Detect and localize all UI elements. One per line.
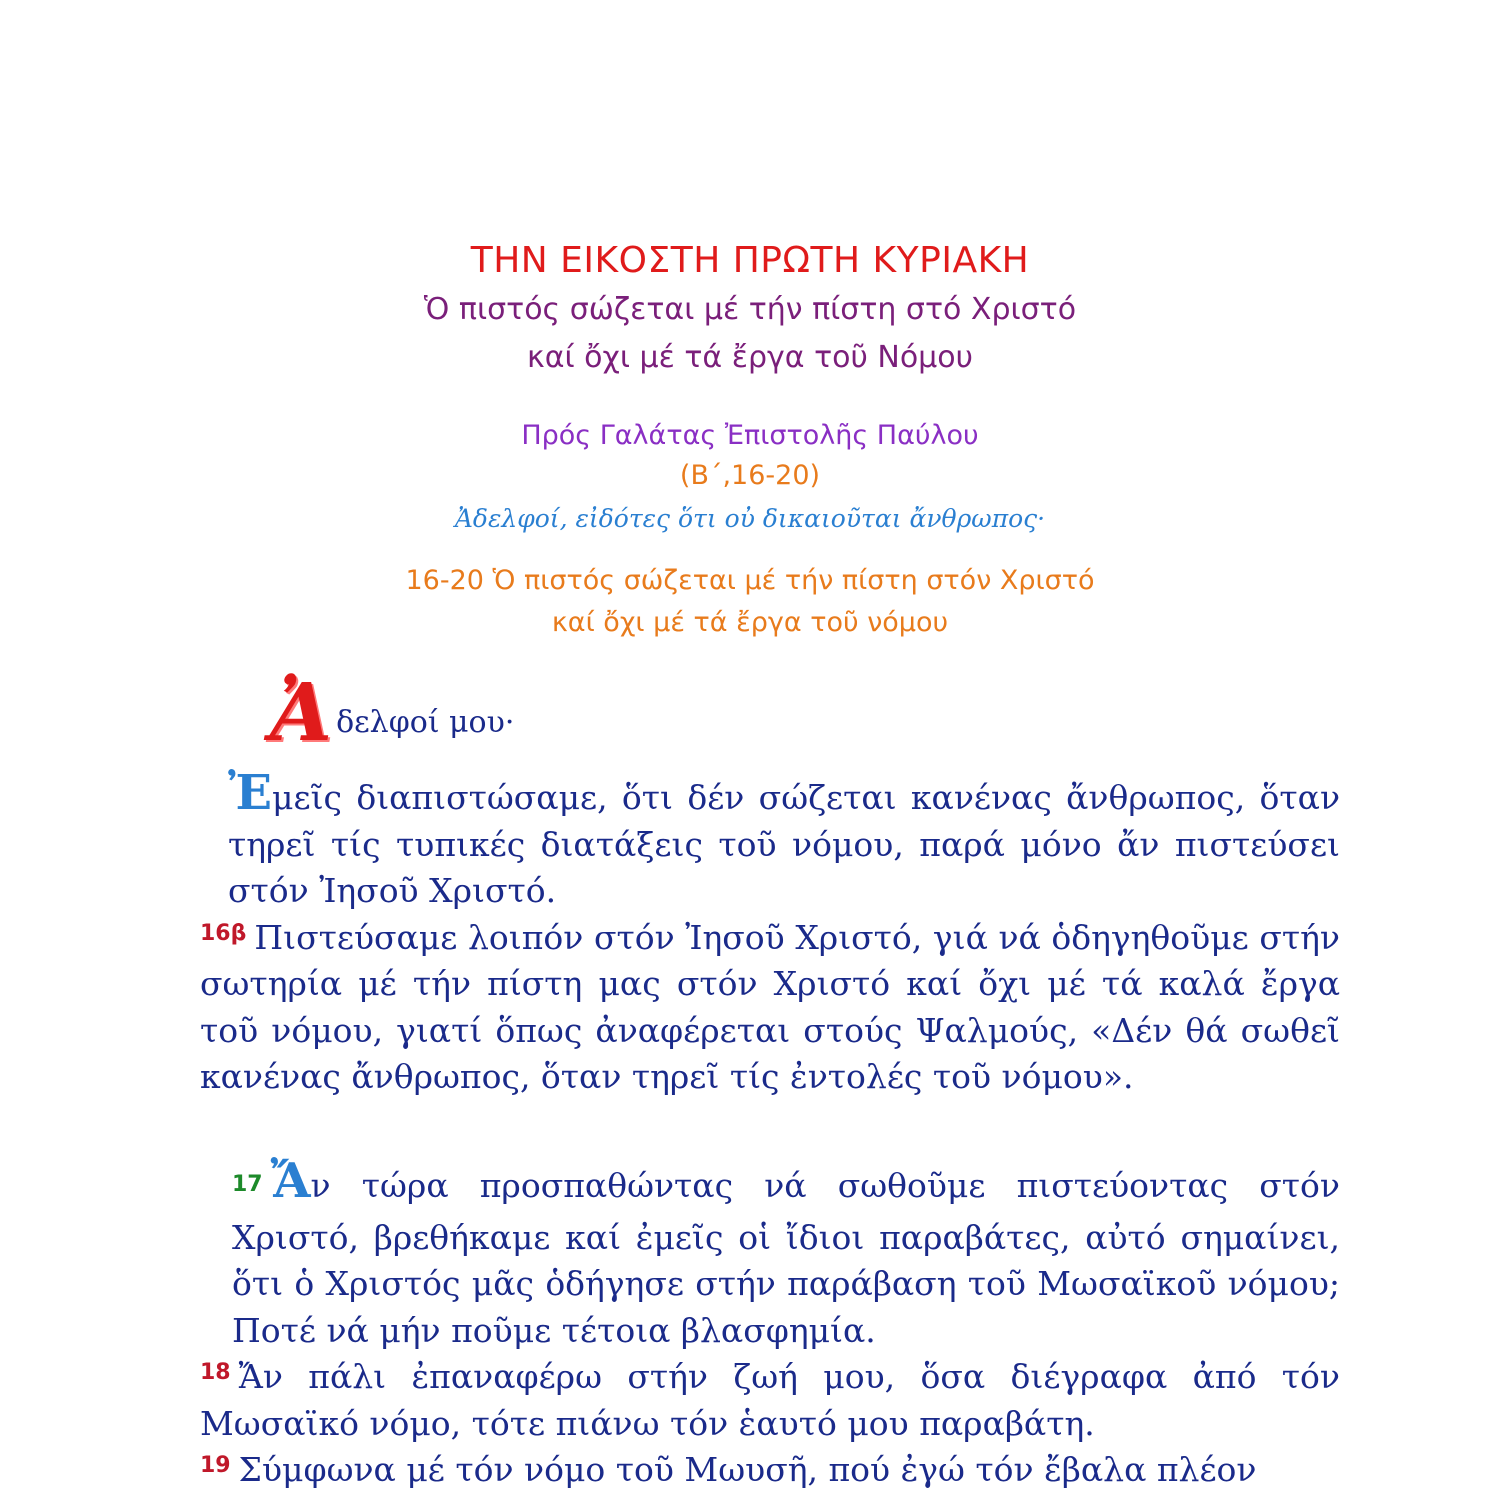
verse-18	[160, 1354, 1340, 1447]
ornamental-initial: Ἀ	[270, 665, 333, 759]
original-incipit: Ἀδελφοί, εἰδότες ὅτι οὐ δικαιοῦται ἄνθρωπος·	[454, 504, 1046, 533]
greeting	[270, 662, 515, 759]
verse-16b	[160, 915, 1340, 1101]
section-title-line-2: καί ὄχι μέ τά ἔργα τοῦ νόμου	[551, 607, 949, 638]
subtitle-line-2: καί ὄχι μέ τά ἔργα τοῦ Νόμου	[527, 340, 973, 375]
drop-cap: Ἐ	[228, 765, 273, 821]
drop-cap: Ἄ	[270, 1153, 311, 1209]
verse-number: 16β	[200, 920, 247, 946]
scripture-reference: (Β΄,16-20)	[679, 460, 821, 491]
epistle-heading: Πρός Γαλάτας Ἐπιστολῆς Παύλου	[521, 420, 979, 451]
verse-number: 17	[232, 1172, 263, 1197]
verse-text: ν τώρα προσπαθώντας νά σωθοῦμε πιστεύοντας στόν Χριστό, βρεθήκαμε καί ἐμεῖς οἱ ἴδιοι παραβάτες, αὐτό σημαίνει, ὅτι ὁ Χριστός μᾶς ὁδήγησε στήν παράβαση τοῦ Μωσαϊκοῦ νόμου; Ποτέ νά μήν ποῦμε τέτοια βλασφημία.	[232, 1166, 1340, 1350]
verse-number: 18	[200, 1360, 231, 1385]
greeting-text: δελφοί μου·	[336, 705, 515, 740]
page-title: ΤΗΝ ΕΙΚΟΣΤΗ ΠΡΩΤΗ ΚΥΡΙΑΚΗ	[470, 240, 1030, 281]
verse-text: μεῖς διαπιστώσαμε, ὅτι δέν σώζεται κανένας ἄνθρωπος, ὅταν τηρεῖ τίς τυπικές διατάξεις τοῦ νόμου, παρά μόνο ἄν πιστεύσει στόν Ἰησοῦ Χριστό.	[228, 778, 1340, 910]
verse-text: Πιστεύσαμε λοιπόν στόν Ἰησοῦ Χριστό, γιά νά ὁδηγηθοῦμε στήν σωτηρία μέ τήν πίστη μας στόν Χριστό καί ὄχι μέ τά καλά ἔργα τοῦ νόμου, γιατί ὅπως ἀναφέρεται στούς Ψαλμούς, «Δέν θά σωθεῖ κανένας ἄνθρωπος, ὅταν τηρεῖ τίς ἐντολές τοῦ νόμου».	[200, 917, 1340, 1096]
paragraph-verse-16	[160, 765, 1340, 1101]
verse-text: Σύμφωνα μέ τόν νόμο τοῦ Μωυσῆ, πού ἐγώ τόν ἔβαλα πλέον	[238, 1450, 1257, 1489]
verse-16a	[160, 765, 1340, 915]
paragraph-verses-17-19	[160, 1153, 1340, 1494]
verse-17	[160, 1153, 1340, 1354]
section-title-line-1: 16-20 Ὁ πιστός σώζεται μέ τήν πίστη στόν Χριστό	[405, 565, 1095, 596]
subtitle-line-1: Ὁ πιστός σώζεται μέ τήν πίστη στό Χριστό	[423, 292, 1077, 327]
verse-text: Ἄν πάλι ἐπαναφέρω στήν ζωή μου, ὅσα διέγραφα ἀπό τόν Μωσαϊκό νόμο, τότε πιάνω τόν ἑαυτό μου παραβάτη.	[200, 1357, 1340, 1443]
verse-number: 19	[200, 1453, 231, 1478]
verse-19	[160, 1447, 1340, 1494]
